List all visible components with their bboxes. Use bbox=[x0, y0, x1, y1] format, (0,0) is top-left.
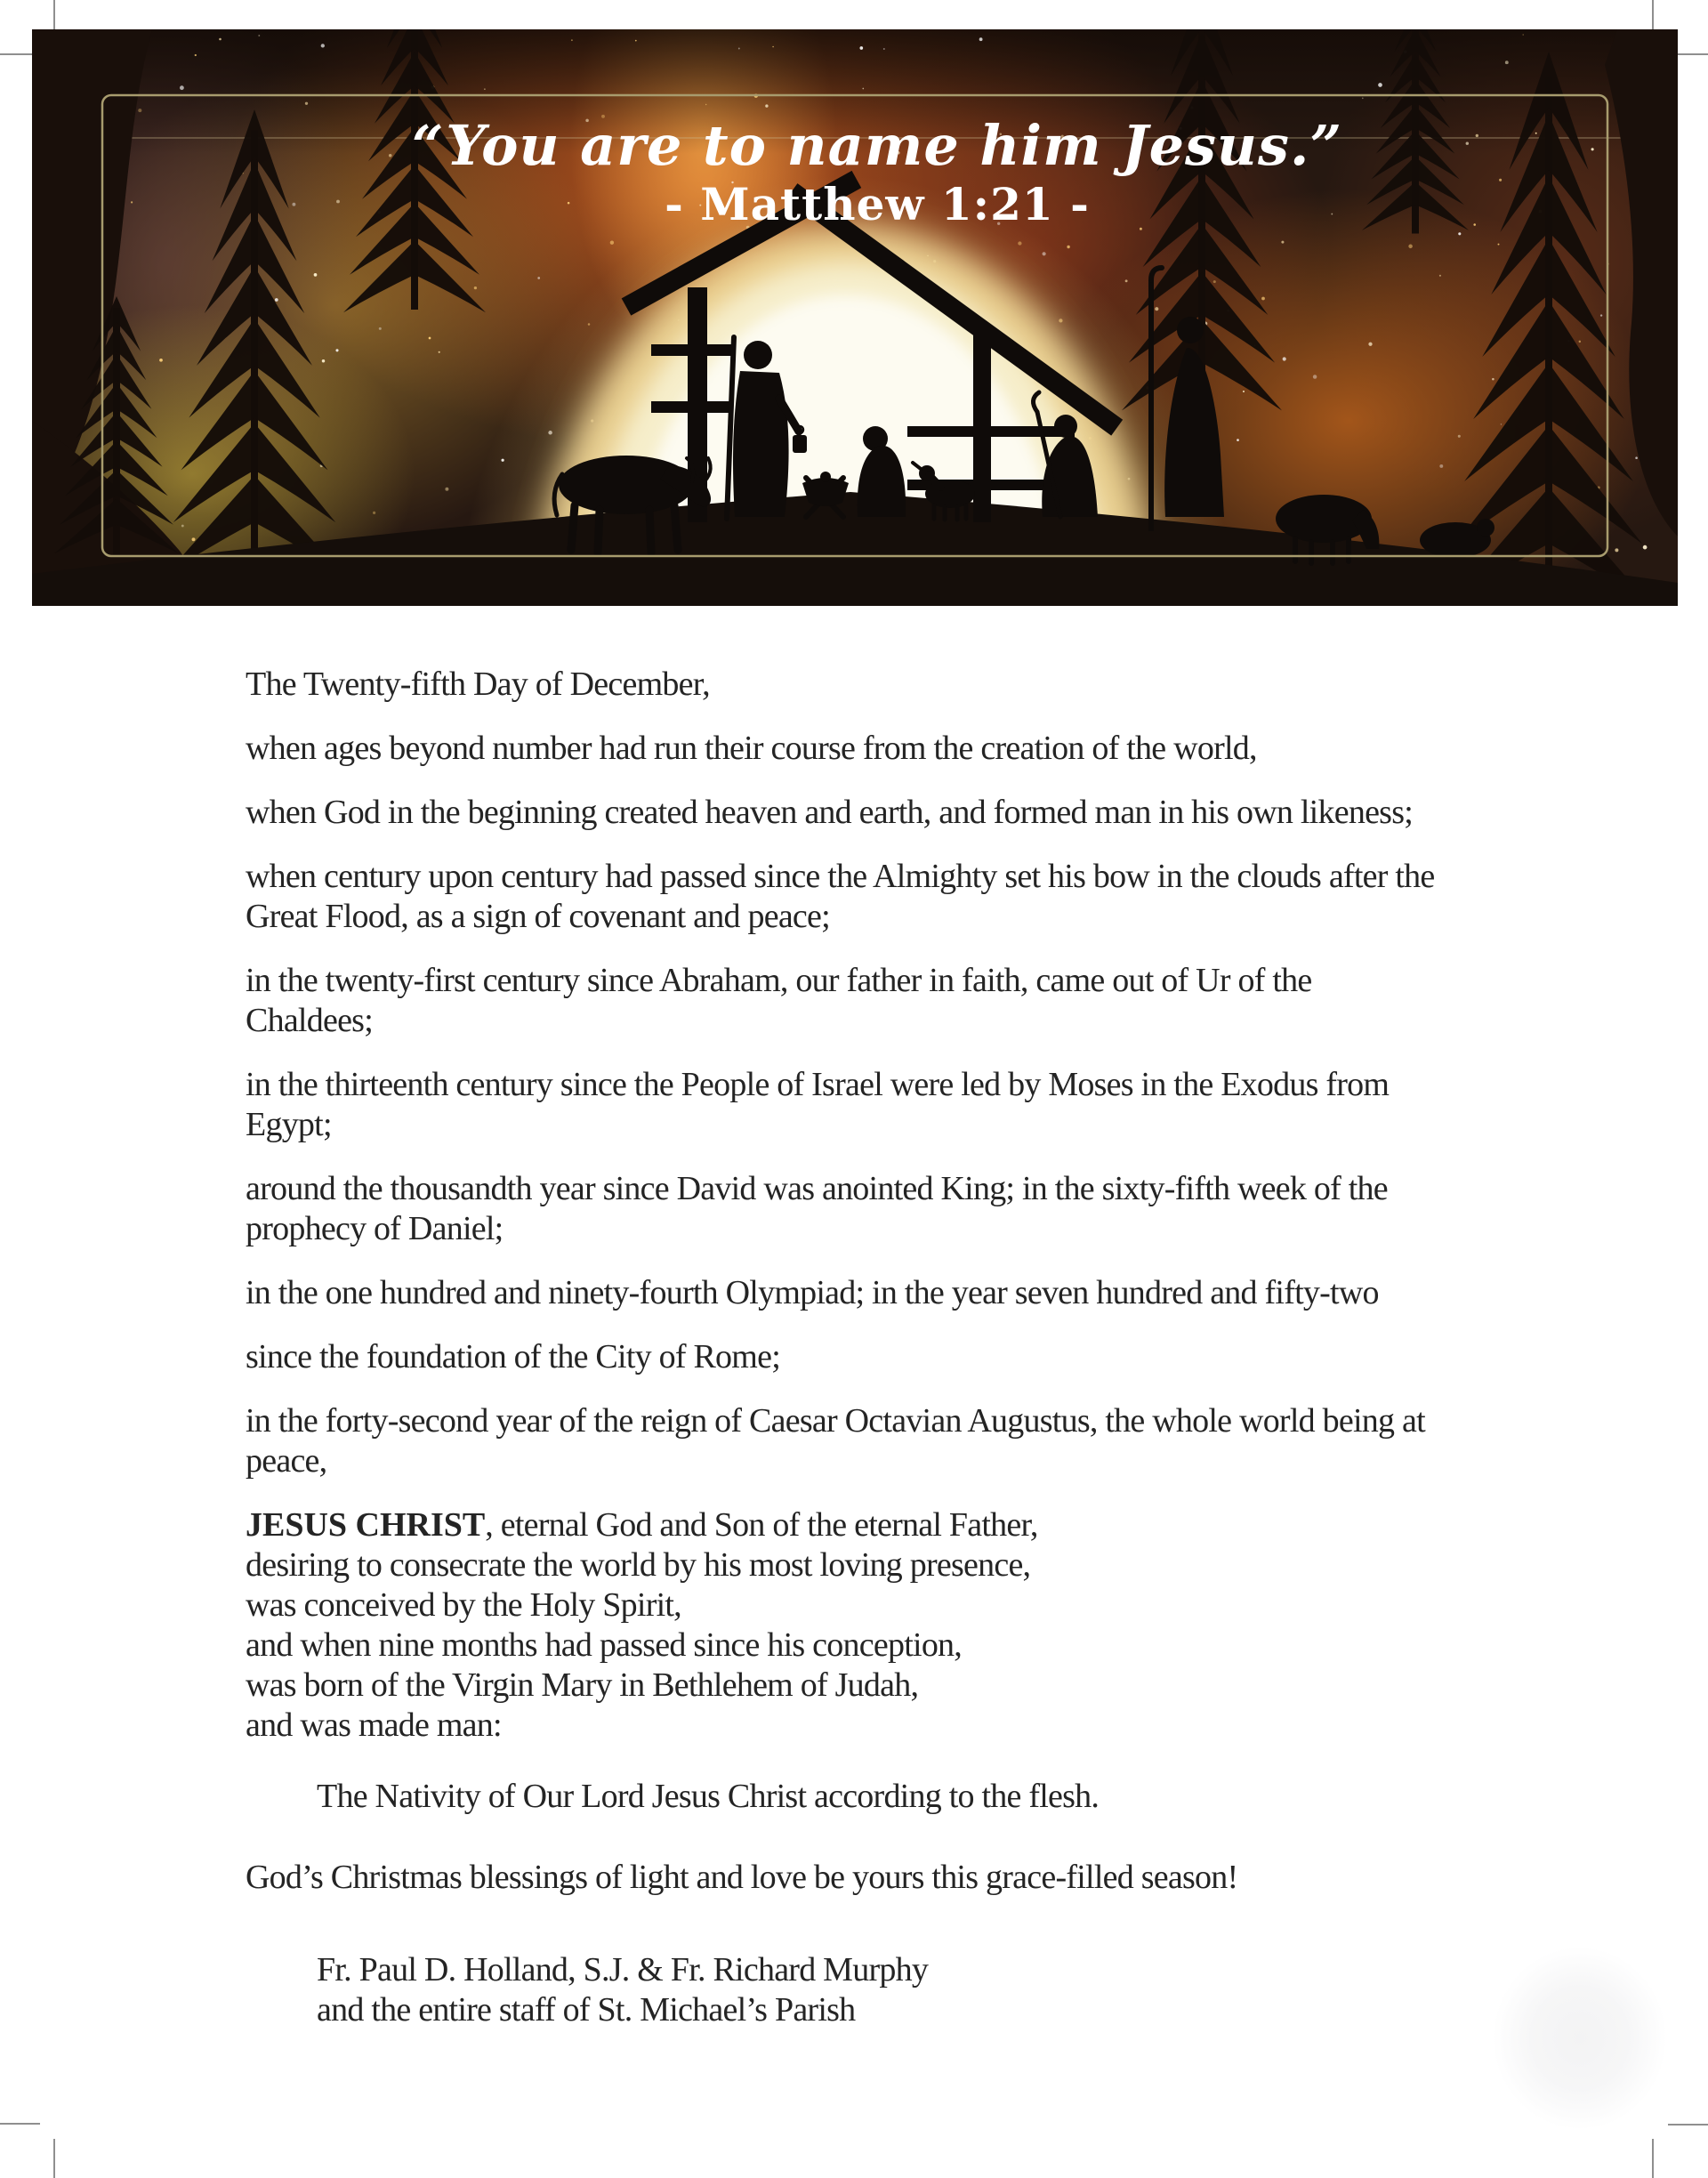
proclamation-paragraphs bbox=[246, 665, 1435, 1481]
proclamation-line: was born of the Virgin Mary in Bethlehem of Judah, bbox=[246, 1666, 919, 1704]
crop-mark-bottom-right-h bbox=[1668, 2124, 1708, 2126]
proclamation-line: around the thousandth year since David was anointed King; in the sixty-fifth week of the bbox=[246, 1170, 1388, 1207]
proclamation-line: in the one hundred and ninety-fourth Olympiad; in the year seven hundred and fifty-two bbox=[246, 1274, 1379, 1311]
proclamation-paragraph bbox=[246, 1169, 1435, 1249]
proclamation-paragraph bbox=[246, 665, 1435, 705]
proclamation-line: The Nativity of Our Lord Jesus Christ according to the flesh. bbox=[317, 1778, 1100, 1815]
proclamation-paragraph bbox=[246, 1401, 1435, 1481]
proclamation-line: peace, bbox=[246, 1442, 327, 1480]
proclamation-line: God’s Christmas blessings of light and love be yours this grace-filled season! bbox=[246, 1859, 1238, 1896]
proclamation-line: Egypt; bbox=[246, 1106, 332, 1143]
proclamation-paragraph bbox=[246, 1273, 1435, 1313]
proclamation-paragraph bbox=[246, 857, 1435, 937]
proclamation-line: when God in the beginning created heaven and earth, and formed man in his own likeness; bbox=[246, 794, 1414, 831]
blessing-line bbox=[246, 1858, 1435, 1898]
proclamation-line: since the foundation of the City of Rome; bbox=[246, 1338, 780, 1375]
proclamation-paragraph bbox=[246, 1337, 1435, 1377]
crop-mark-bottom-left-h bbox=[0, 2123, 40, 2125]
nativity-banner-image bbox=[32, 29, 1678, 606]
proclamation-paragraph bbox=[246, 793, 1435, 833]
banner-quote: “You are to name him Jesus.” bbox=[411, 113, 1343, 178]
nativity-line bbox=[317, 1777, 1435, 1817]
proclamation-line: and when nine months had passed since his conception, bbox=[246, 1626, 963, 1664]
signature-line: Fr. Paul D. Holland, S.J. & Fr. Richard Murphy bbox=[317, 1951, 929, 1988]
proclamation-line: in the twenty-first century since Abraham, our father in faith, came out of Ur of the bbox=[246, 962, 1312, 999]
proclamation-line: prophecy of Daniel; bbox=[246, 1210, 504, 1247]
proclamation-line: in the thirteenth century since the People of Israel were led by Moses in the Exodus from bbox=[246, 1066, 1390, 1103]
crop-mark-bottom-right-v bbox=[1652, 2139, 1654, 2178]
jesus-christ-block bbox=[246, 1505, 1435, 1746]
proclamation-line: desiring to consecrate the world by his most loving presence, bbox=[246, 1546, 1031, 1584]
banner-attribution: - Matthew 1:21 - bbox=[665, 178, 1090, 230]
nativity-scene-graphic bbox=[32, 29, 1678, 606]
proclamation-line: in the forty-second year of the reign of Caesar Octavian Augustus, the whole world being at bbox=[246, 1402, 1425, 1440]
proclamation-paragraph bbox=[246, 961, 1435, 1041]
proclamation-line: when ages beyond number had run their course from the creation of the world, bbox=[246, 730, 1257, 767]
jesus-christ-lead: JESUS CHRIST bbox=[246, 1506, 486, 1544]
jesus-christ-line1-rest: , eternal God and Son of the eternal Father, bbox=[485, 1506, 1038, 1544]
proclamation-line: when century upon century had passed since the Almighty set his bow in the clouds after the bbox=[246, 858, 1435, 895]
proclamation-paragraph bbox=[246, 729, 1435, 769]
proclamation-text bbox=[246, 665, 1435, 2054]
proclamation-line: Chaldees; bbox=[246, 1002, 374, 1039]
signature-line: and the entire staff of St. Michael’s Parish bbox=[317, 1991, 856, 2029]
proclamation-line bbox=[246, 1505, 1435, 1545]
proclamation-line: Great Flood, as a sign of covenant and peace; bbox=[246, 898, 830, 935]
scan-artifact-blob bbox=[1493, 1947, 1667, 2130]
proclamation-line: was conceived by the Holy Spirit, bbox=[246, 1586, 681, 1624]
signature-block bbox=[317, 1950, 1435, 2030]
proclamation-line: and was made man: bbox=[246, 1706, 502, 1744]
proclamation-line: The Twenty-fifth Day of December, bbox=[246, 666, 710, 703]
crop-mark-bottom-left-v bbox=[53, 2139, 55, 2178]
proclamation-paragraph bbox=[246, 1065, 1435, 1145]
